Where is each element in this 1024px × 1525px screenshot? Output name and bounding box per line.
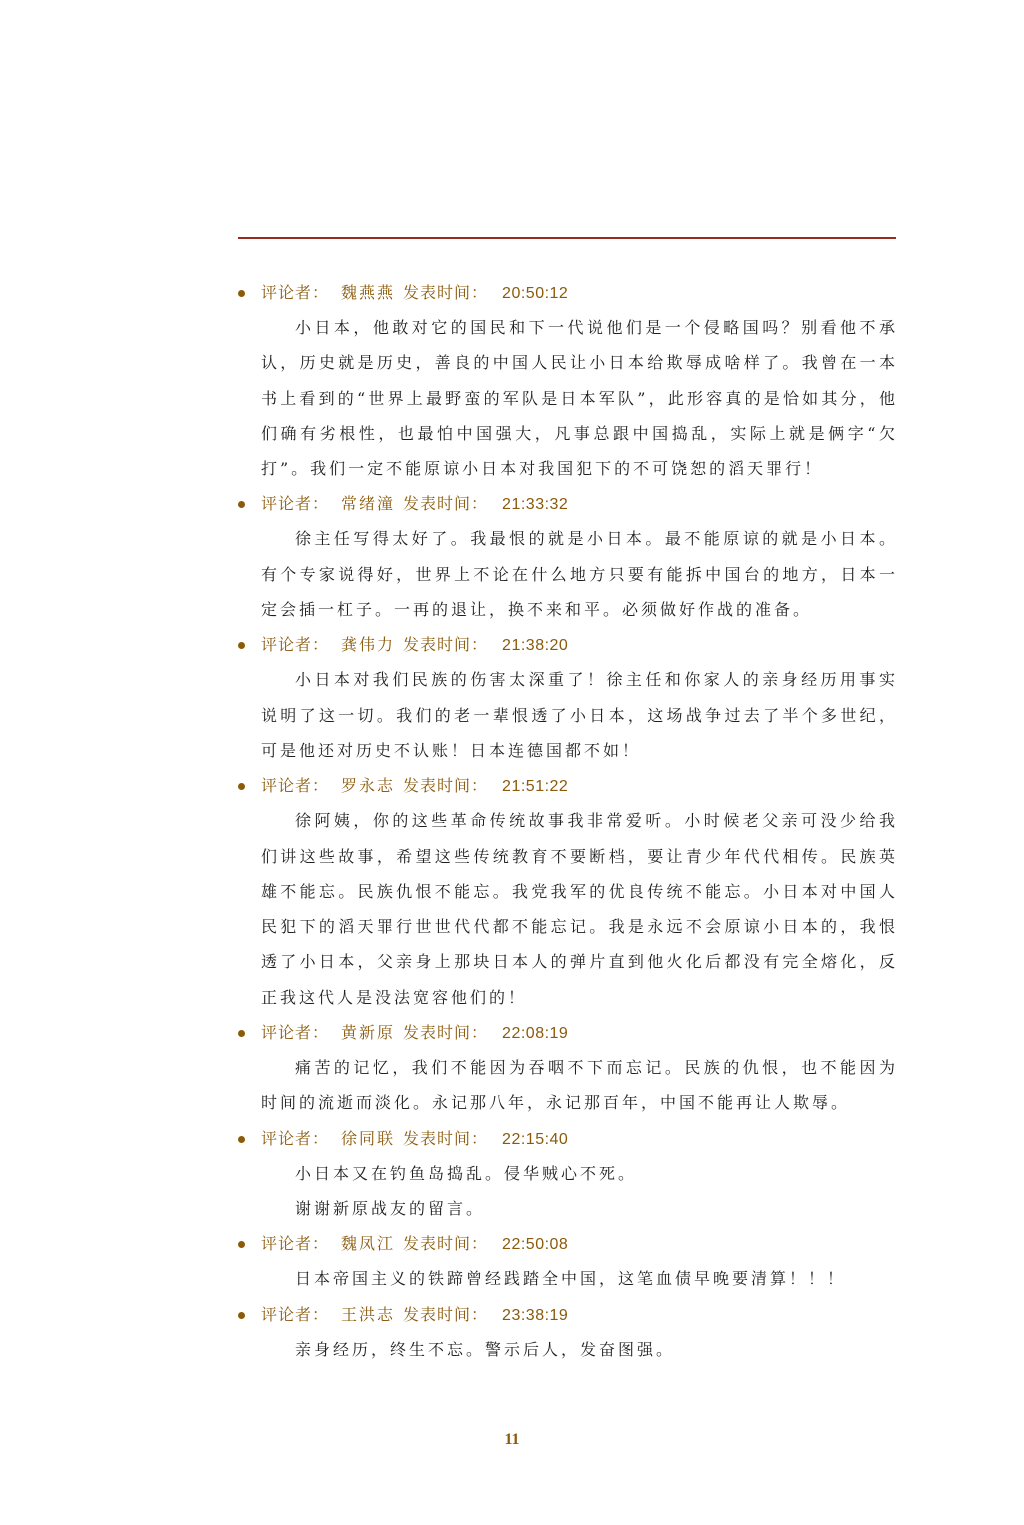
comment-text: 痛苦的记忆，我们不能因为吞咽不下而忘记。民族的仇恨，也不能因为时间的流逝而淡化。永记那八年，永记那百年，中国不能再让人欺辱。 [261, 1058, 898, 1113]
comment-item [238, 1121, 898, 1227]
bullet-icon [238, 1030, 245, 1037]
commenter-label: 评论者： [261, 1234, 330, 1254]
bullet-icon [238, 290, 245, 297]
commenter-name: 龚伟力 [341, 635, 396, 655]
comment-text: 亲身经历，终生不忘。警示后人，发奋图强。 [295, 1339, 676, 1359]
comment-text: 小日本又在钓鱼岛捣乱。侵华贼心不死。 [295, 1163, 638, 1183]
post-time: 22:50:08 [502, 1236, 569, 1254]
commenter-label: 评论者： [261, 635, 330, 655]
comment-text: 小日本对我们民族的伤害太深重了！徐主任和你家人的亲身经历用事实说明了这一切。我们的老一辈恨透了小日本，这场战争过去了半个多世纪，可是他还对历史不认账！日本连德国都不如！ [261, 670, 898, 760]
post-time: 23:38:19 [502, 1306, 569, 1324]
commenter-name: 常绪潼 [341, 494, 396, 514]
commenter-label: 评论者： [261, 1023, 330, 1043]
comment-item [238, 275, 898, 486]
comment-header [238, 1121, 898, 1156]
post-time: 20:50:12 [502, 285, 569, 302]
comment-item [238, 1015, 898, 1121]
comment-header [238, 627, 898, 662]
post-time-label: 发表时间： [403, 1023, 489, 1043]
post-time-label: 发表时间： [403, 1304, 489, 1324]
bullet-icon [238, 1136, 245, 1143]
commenter-name: 罗永志 [341, 776, 396, 796]
comment-text: 谢谢新原战友的留言。 [295, 1198, 486, 1218]
bullet-icon [238, 642, 245, 649]
post-time-label: 发表时间： [403, 494, 489, 514]
bullet-icon [238, 1241, 245, 1248]
page-number: 11 [504, 1431, 520, 1448]
post-time-label: 发表时间： [403, 776, 489, 796]
comment-item [238, 1297, 898, 1367]
post-time-label: 发表时间： [403, 635, 489, 655]
comment-item [238, 1226, 898, 1296]
commenter-name: 魏燕燕 [341, 283, 396, 302]
commenter-label: 评论者： [261, 1304, 330, 1324]
comment-header [238, 1297, 898, 1332]
comment-header [238, 1015, 898, 1050]
post-time: 22:08:19 [502, 1025, 569, 1043]
post-time: 21:38:20 [502, 637, 569, 655]
post-time-label: 发表时间： [403, 1234, 489, 1254]
header-rule [238, 237, 896, 239]
commenter-name: 黄新原 [341, 1023, 396, 1043]
post-time-label: 发表时间： [403, 1128, 489, 1148]
comment-header [238, 275, 898, 310]
post-time: 21:33:32 [502, 496, 569, 514]
commenter-name: 魏凤江 [341, 1234, 396, 1254]
comment-item [238, 486, 898, 627]
comment-header [238, 486, 898, 521]
comment-text: 徐阿姨，你的这些革命传统故事我非常爱听。小时候老父亲可没少给我们讲这些故事，希望这些传统教育不要断档，要让青少年代代相传。民族英雄不能忘。民族仇恨不能忘。我党我军的优良传统不能忘。小日本对中国人民犯下的滔天罪行世世代代都不能忘记。我是永远不会原谅小日本的，我恨透了小日本，父亲身上那块日本人的弹片直到他火化后都没有完全熔化，反正我这代人是没法宽容他们的！ [261, 811, 898, 1007]
comment-list [238, 275, 898, 1367]
commenter-label: 评论者： [261, 1128, 330, 1148]
commenter-name: 徐同联 [341, 1128, 396, 1148]
comment-text: 徐主任写得太好了。我最恨的就是小日本。最不能原谅的就是小日本。有个专家说得好，世界上不论在什么地方只要有能拆中国台的地方，日本一定会插一杠子。一再的退让，换不来和平。必须做好作战的准备。 [261, 529, 898, 620]
commenter-label: 评论者： [261, 283, 330, 302]
comment-header [238, 1226, 898, 1261]
comment-text: 日本帝国主义的铁蹄曾经践踏全中国，这笔血债早晚要清算！！！ [295, 1269, 847, 1289]
comment-text: 小日本，他敢对它的国民和下一代说他们是一个侵略国吗？别看他不承认，历史就是历史，善良的中国人民让小日本给欺辱成啥样了。我曾在一本书上看到的“世界上最野蛮的军队是日本军队”，此形容真的是恰如其分，他们确有劣根性，也最怕中国强大，凡事总跟中国捣乱，实际上就是俩字“欠打”。我们一定不能原谅小日本对我国犯下的不可饶恕的滔天罪行！ [261, 318, 898, 479]
post-time: 21:51:22 [502, 778, 569, 796]
bullet-icon [238, 783, 245, 790]
bullet-icon [238, 1312, 245, 1319]
commenter-label: 评论者： [261, 494, 330, 514]
comment-header [238, 768, 898, 803]
comment-item [238, 768, 898, 1015]
commenter-name: 王洪志 [341, 1304, 396, 1324]
post-time-label: 发表时间： [403, 283, 489, 302]
commenter-label: 评论者： [261, 776, 330, 796]
post-time: 22:15:40 [502, 1130, 569, 1148]
bullet-icon [238, 501, 245, 508]
comment-item [238, 627, 898, 768]
